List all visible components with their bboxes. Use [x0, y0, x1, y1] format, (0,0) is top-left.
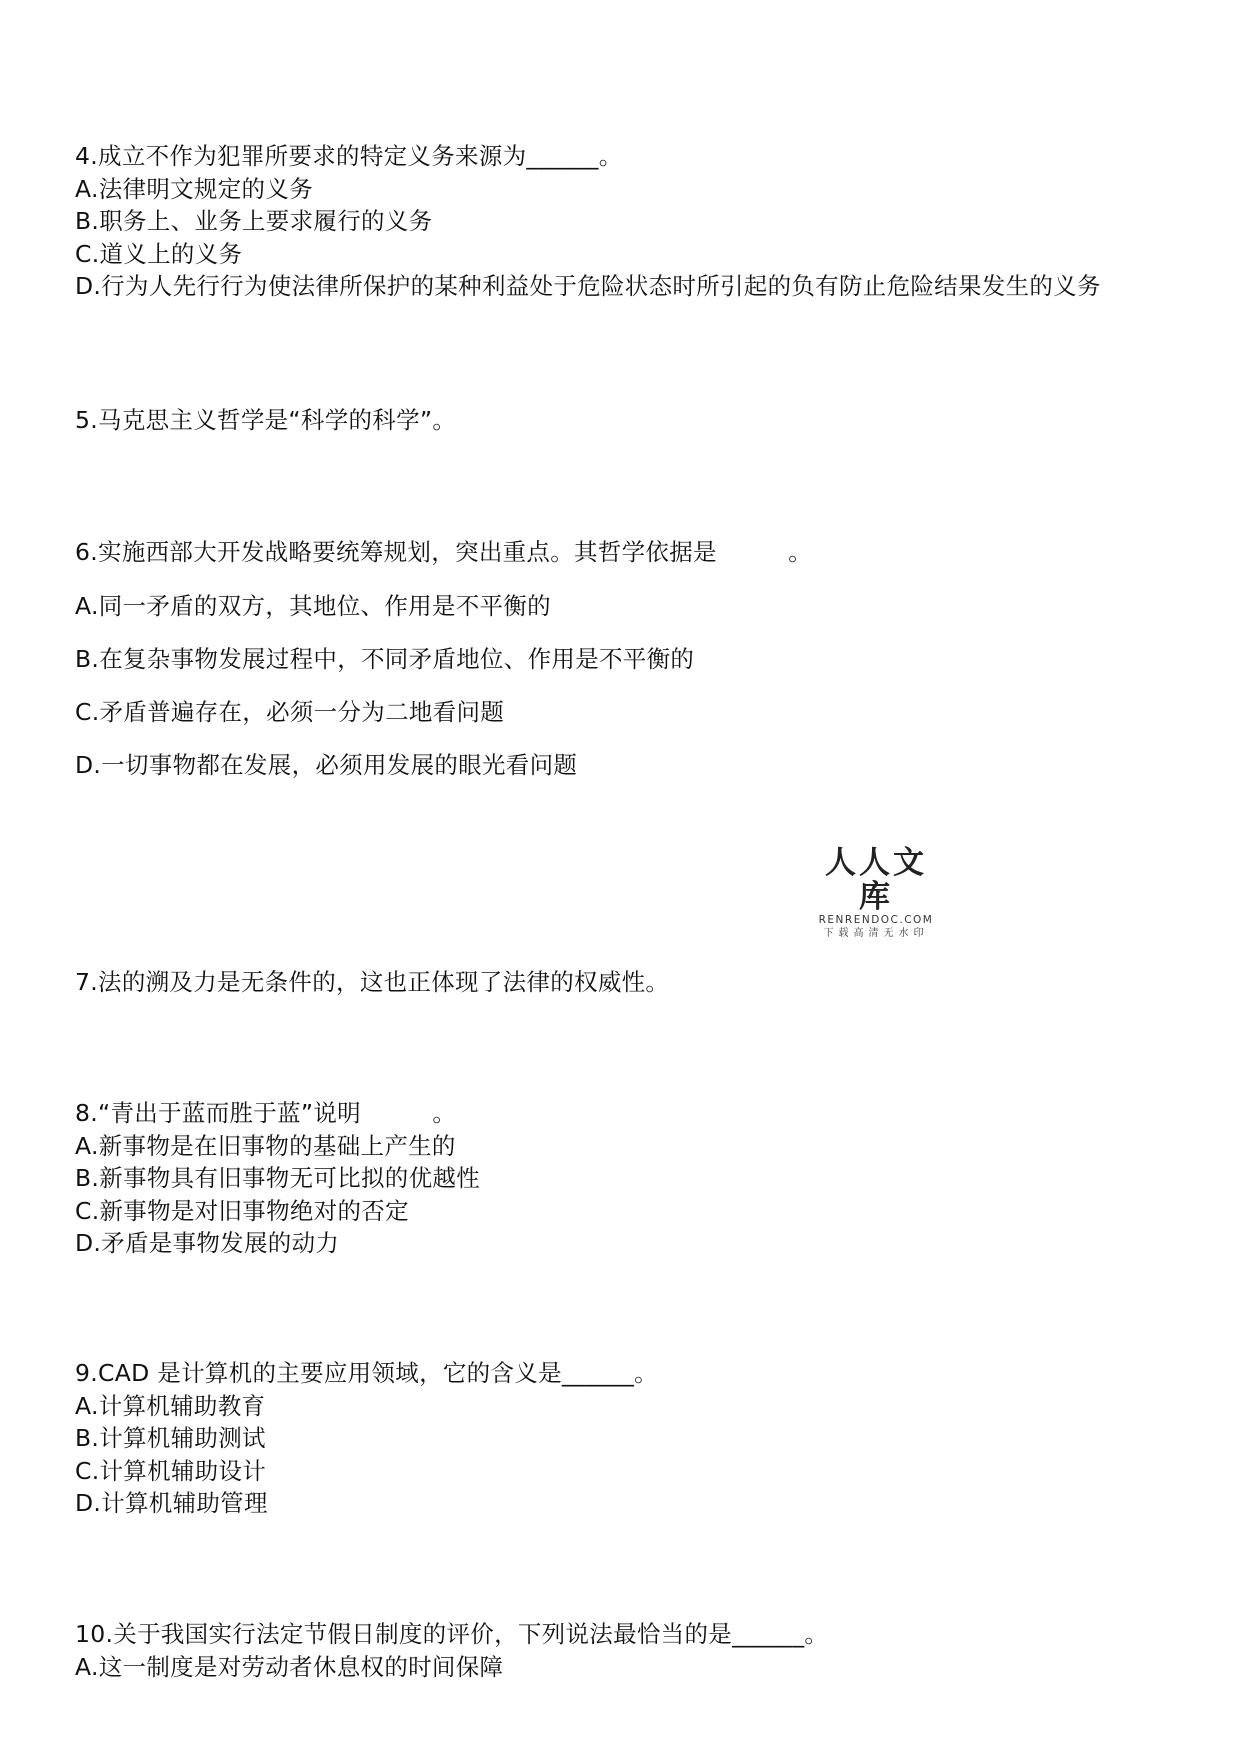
option-a: A.同一矛盾的双方，其地位、作用是不平衡的: [75, 592, 551, 620]
question-8: [75, 1097, 480, 1260]
question-stem: 5.马克思主义哲学是“科学的科学”。: [75, 406, 457, 434]
option-b: B.新事物具有旧事物无可比拟的优越性: [75, 1164, 480, 1192]
option-b: B.职务上、业务上要求履行的义务: [75, 207, 433, 235]
option-a: A.这一制度是对劳动者休息权的时间保障: [75, 1652, 504, 1681]
question-stem: 9.CAD 是计算机的主要应用领域，它的含义是______。: [75, 1359, 658, 1387]
question-stem: 8.“青出于蓝而胜于蓝”说明 。: [75, 1099, 457, 1127]
watermark-url: RENRENDOC.COM: [818, 914, 934, 926]
option-d: D.一切事物都在发展，必须用发展的眼光看问题: [75, 751, 578, 779]
option-a: A.计算机辅助教育: [75, 1391, 266, 1420]
option-c: C.计算机辅助设计: [75, 1456, 267, 1485]
question-stem: 10.关于我国实行法定节假日制度的评价，下列说法最恰当的是______。: [75, 1620, 829, 1648]
question-stem: 7.法的溯及力是无条件的，这也正体现了法律的权威性。: [75, 968, 670, 996]
watermark-title: 人人文库: [825, 845, 927, 915]
question-4: [75, 140, 1101, 303]
question-9: [75, 1357, 658, 1520]
question-stem: 6.实施西部大开发战略要统筹规划，突出重点。其哲学依据是 。: [75, 538, 813, 566]
option-a: A.法律明文规定的义务: [75, 174, 313, 203]
question-10: [75, 1618, 828, 1683]
option-b: B.在复杂事物发展过程中，不同矛盾地位、作用是不平衡的: [75, 645, 695, 673]
option-c: C.道义上的义务: [75, 239, 243, 268]
question-stem: 4.成立不作为犯罪所要求的特定义务来源为______。: [75, 142, 623, 170]
watermark-logo: [811, 846, 941, 940]
option-d: D.矛盾是事物发展的动力: [75, 1229, 340, 1257]
option-c: C.新事物是对旧事物绝对的否定: [75, 1196, 409, 1225]
option-d: D.计算机辅助管理: [75, 1489, 268, 1517]
option-d: D.行为人先行行为使法律所保护的某种利益处于危险状态时所引起的负有防止危险结果发生的义务: [75, 272, 1101, 300]
question-5: [75, 404, 456, 437]
option-a: A.新事物是在旧事物的基础上产生的: [75, 1131, 456, 1160]
question-7: [75, 966, 669, 999]
watermark-subtitle: 下载高清无水印: [823, 928, 929, 939]
question-6: [75, 536, 812, 792]
option-c: C.矛盾普遍存在，必须一分为二地看问题: [75, 698, 505, 726]
option-b: B.计算机辅助测试: [75, 1424, 266, 1452]
